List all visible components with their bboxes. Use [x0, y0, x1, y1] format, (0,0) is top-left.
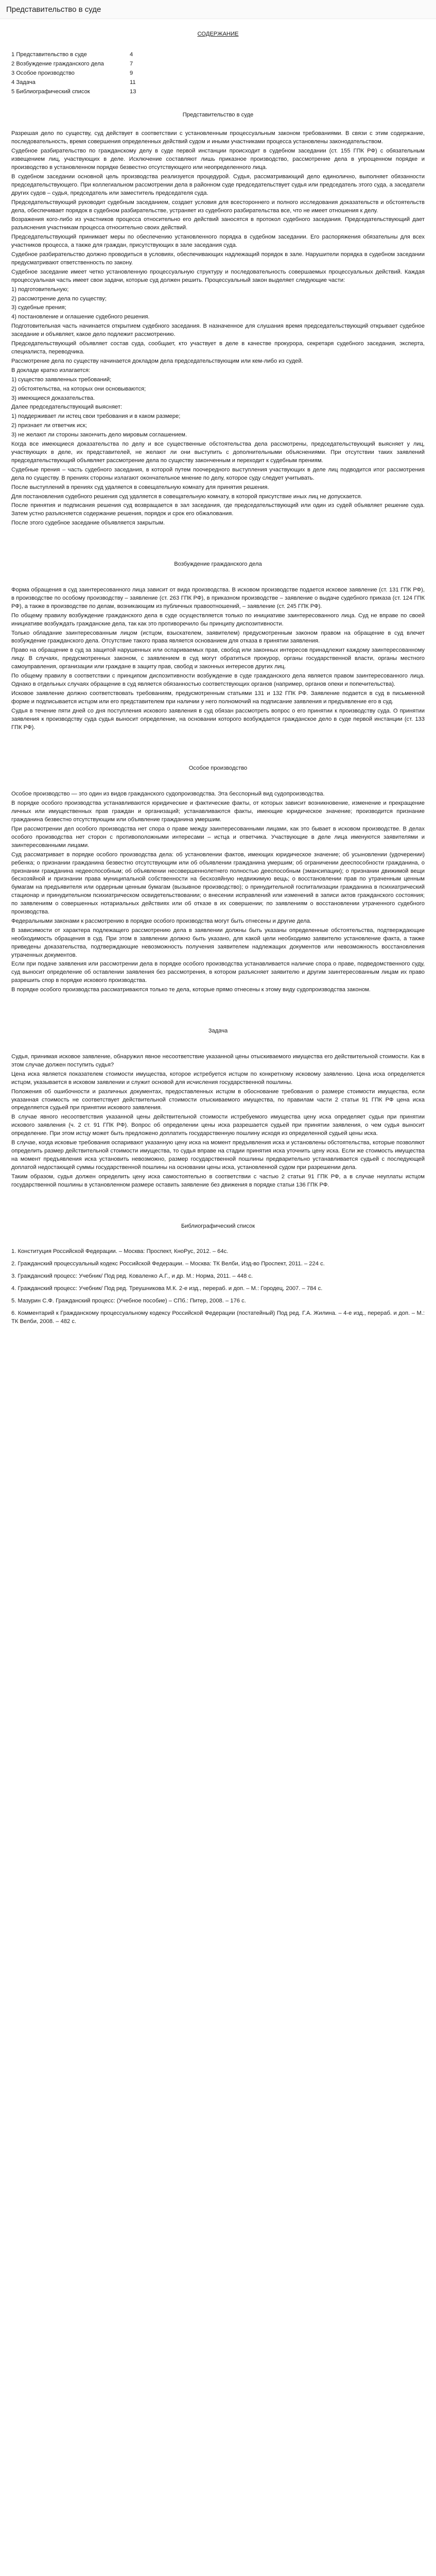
- paragraph: Суд рассматривает в порядке особого производства дела: об установлении фактов, имеющих юридическое значение; об усыновлении (удочерении) ребенка; о признании гражданина безвестно отсутствующим или об объявлении гражданина умершим; об ограничении дееспособности гражданина, о признании гражданина недееспособным; об объявлении несовершеннолетнего полностью дееспособным (эмансипации); о признании движимой вещи бесхозяйной и признании права муниципальной собственности на бесхозяйную недвижимую вещь; о восстановлении прав по утраченным ценным бумагам на предъявителя или ордерным ценным бумагам (вызывное производство); о принудительной госпитализации гражданина в психиатрический стационар и принудительном психиатрическом освидетельствовании; о внесении исправлений или изменений в записи актов гражданского состояния; по заявлениям о совершенных нотариальных действиях или об отказе в их совершении; по заявлениям о восстановлении утраченного судебного производства.: [11, 851, 425, 916]
- document-section: [11, 561, 425, 732]
- toc-item[interactable]: [11, 60, 425, 69]
- paragraph: Для постановления судебного решения суд удаляется в совещательную комнату, в которой присутствие иных лиц не допускается.: [11, 493, 362, 500]
- paragraph: Если при подаче заявления или рассмотрении дела в порядке особого производства устанавливается наличие спора о праве, подведомственного суду, суд выносит определение об оставлении заявления без рассмотрения, в котором разъясняет заявителю и другим заинтересованным лицам их право разрешить спор в порядке искового производства.: [11, 961, 425, 984]
- toc-item-page: 9: [130, 70, 133, 76]
- document-section: [11, 1027, 425, 1189]
- document-section: [11, 765, 425, 994]
- toc-item-page: 7: [130, 60, 133, 67]
- toc-item-name: 1 Представительство в суде: [11, 51, 87, 58]
- sections-container: [11, 111, 425, 1189]
- document-section: [11, 111, 425, 528]
- title-bar: [0, 0, 436, 19]
- paragraph: 3) имеющиеся доказательства.: [11, 395, 95, 401]
- paragraph: Цена иска является показателем стоимости имущества, которое истребуется истцом по конкретному исковому заявлению. Цена иска определяется истцом, указывается в исковом заявлении и служит основой для исчисления государственной пошлины.: [11, 1071, 425, 1086]
- paragraph: Право на обращение в суд за защитой нарушенных или оспариваемых прав, свобод или законных интересов принадлежит каждому заинтересованному лицу. В случаях, предусмотренных законом, с заявлением в суд могут обратиться прокурор, органы государственной власти, органы местного самоуправления, организации или граждане в защиту прав, свобод и законных интересов других лиц.: [11, 647, 425, 670]
- paragraph: 2) рассмотрение дела по существу;: [11, 295, 107, 302]
- page-title: Представительство в суде: [6, 5, 101, 14]
- toc-list: [11, 51, 425, 96]
- section-heading: Представительство в суде: [182, 112, 254, 118]
- table-of-contents: [11, 30, 425, 96]
- paragraph: При рассмотрении дел особого производства нет спора о праве между заинтересованными лицами, как это бывает в исковом производстве. В делах особого производства нет сторон с противоположными интересами – истца и ответчика. Участвующие в деле лица именуются заявителями и заинтересованными лицами.: [11, 825, 425, 849]
- paragraph: Исковое заявление должно соответствовать требованиям, предусмотренным статьями 131 и 132 ГПК РФ. Заявление подается в суд в письменной форме и подписывается истцом или его представителем при наличии у него полномочий на подписание заявления и предъявление его в суд.: [11, 690, 425, 705]
- bibliography-item: 1. Конституция Российской Федерации. – Москва: Проспект, КноРус, 2012. – 64с.: [11, 1248, 229, 1255]
- paragraph: После выступлений в прениях суд удаляется в совещательную комнату для принятия решения.: [11, 484, 269, 490]
- toc-item-page: 4: [130, 51, 133, 58]
- paragraph: 1) подготовительную;: [11, 286, 69, 293]
- bibliography-item: 2. Гражданский процессуальный кодекс Российской Федерации. – Москва: ТК Велби, Изд-во Проспект, 2011. – 224 с.: [11, 1261, 325, 1267]
- bibliography-item: 5. Мазурин С.Ф. Гражданский процесс: (Учебное пособие) – СПб.: Питер, 2008. – 176 с.: [11, 1298, 246, 1304]
- toc-item[interactable]: [11, 51, 425, 59]
- toc-item-name: 3 Особое производство: [11, 70, 75, 76]
- paragraph: Председательствующий объявляет состав суда, сообщает, кто участвует в деле в качестве прокурора, секретаря судебного заседания, эксперта, специалиста, переводчика.: [11, 341, 425, 355]
- section-heading: Особое производство: [188, 765, 248, 772]
- paragraph: 3) не желают ли стороны закончить дело мировым соглашением.: [11, 432, 187, 438]
- toc-item-name: 4 Задача: [11, 79, 36, 86]
- toc-item-page: 11: [130, 79, 136, 86]
- toc-item-page: 13: [130, 88, 136, 95]
- paragraph: Судебное разбирательство должно проводиться в условиях, обеспечивающих надлежащий порядок в зале. Нарушители порядка в судебном заседании предусматривают ответственность по закону.: [11, 251, 425, 266]
- paragraph: В докладе кратко излагается:: [11, 367, 91, 374]
- paragraph: В судебном заседании основной цель производства реализуется процедурой. Судья, рассматривающий дело единолично, выполняет обязанности председательствующего. При коллегиальном рассмотрении дела в районном суде председательствует судья или председатель этого суда, а заседатели других судов – судья, председатель или заместитель председателя суда.: [11, 173, 425, 196]
- paragraph: В зависимости от характера подлежащего рассмотрению дела в заявлении должны быть указаны определенные обстоятельства, подтверждающие необходимость обращения в суд. При этом в заявлении должно быть указано, для какой цели необходимо заявителю установление факта, а также приведены доказательства, подтверждающие невозможность получения заявителем надлежащих документов или невозможность восстановления утраченных документов.: [11, 927, 425, 958]
- paragraph: Судебное заседание имеет четко установленную процессуальную структуру и последовательность совершаемых процессуальных действий. Каждая процессуальная часть имеет свои задачи, которые суд должен решить. Процессуальный закон выделяет следующие части:: [11, 268, 425, 283]
- paragraph: 1) существо заявленных требований;: [11, 376, 112, 383]
- bibliography: [11, 1223, 425, 1326]
- paragraph: Федеральными законами к рассмотрению в порядке особого производства могут быть отнесены и другие дела.: [11, 918, 311, 924]
- paragraph: Разрешая дело по существу, суд действует в соответствии с установленным процессуальным законом требованиями. В связи с этим содержание, последовательность, время совершения определенных действий судом и иными участниками процесса установлены законодательством.: [11, 130, 425, 145]
- paragraph: После этого судебное заседание объявляется закрытым.: [11, 520, 165, 527]
- paragraph: После принятия и подписания решения суд возвращается в зал заседания, где председательствующий или один из судей объявляет решение суда. Затем устно разъясняется содержание решения, порядок и срок его обжалования.: [11, 502, 425, 517]
- toc-item-name: 2 Возбуждение гражданского дела: [11, 60, 104, 67]
- bibliography-item: 6. Комментарий к Гражданскому процессуальному кодексу Российской Федерации (постатейный) Под ред. Г.А. Жилина. – 4-е изд., перераб. и доп. – М.: ТК Велби, 2008. – 482 с.: [11, 1310, 425, 1325]
- paragraph: Судья, принимая исковое заявление, обнаружил явное несоответствие указанной цены отыскиваемого имущества его действительной стоимости. Как в этом случае должен поступить судья?: [11, 1054, 425, 1068]
- paragraph: В порядке особого производства рассматриваются только те дела, которые прямо отнесены к этому виду судопроизводства законом.: [11, 987, 371, 993]
- paragraph: В случае явного несоответствия указанной цены действительной стоимости истребуемого имущества цену иска определяет судья при принятии искового заявления (ч. 2 ст. 91 ГПК РФ). Вопрос об определении цены иска разрешается судьей при принятии заявления, о чем судья выносит определение. При этом истцу может быть предложено доплатить государственную пошлину исходя из определенной судьей цены иска.: [11, 1114, 425, 1137]
- bibliography-item: 4. Гражданский процесс: Учебник/ Под ред. Треушникова М.К. 2-е изд., перераб. и доп. – М.: Городец, 2007. – 784 с.: [11, 1285, 323, 1292]
- paragraph: 3) судебные прения;: [11, 304, 66, 311]
- toc-title: СОДЕРЖАНИЕ: [197, 31, 239, 37]
- paragraph: Особое производство — это один из видов гражданского судопроизводства. Эта бесспорный вид судопроизводства.: [11, 791, 325, 798]
- paragraph: По общему правилу в соответствии с принципом диспозитивности возбуждение в суде гражданского дела является правом заинтересованного лица. Однако в отдельных случаях обращение в суд является обязанностью соответствующих органов (например, органов опеки и попечительства).: [11, 673, 425, 687]
- section-heading: Задача: [208, 1028, 228, 1035]
- toc-item-name: 5 Библиографический список: [11, 88, 90, 95]
- paragraph: Возражения кого-либо из участников процесса относительно его действий заносятся в протокол судебного заседания. Председательствующий дает разъяснения участникам процесса относительно своих действий.: [11, 216, 425, 231]
- paragraph: 2) обстоятельства, на которых они основываются;: [11, 385, 146, 392]
- paragraph: Положения об ошибочности и различных документах, предоставленных истцом в обоснование требования о размере стоимости имущества, если указанная стоимость не соответствует действительной стоимости отыскиваемого имущества, по правилам части 2 статьи 91 ГПК РФ цена иска определяется судьей при принятии искового заявления.: [11, 1088, 425, 1111]
- bibliography-item: 3. Гражданский процесс: Учебник/ Под ред. Коваленко А.Г., и др. М.: Норма, 2011. – 448 с.: [11, 1273, 253, 1280]
- bibliography-list: [11, 1248, 425, 1326]
- paragraph: Судебное разбирательство по гражданскому делу в суде первой инстанции происходит в судебном заседании (ст. 155 ГПК РФ) с обязательным извещением лиц, участвующих в деле. Исключение составляют лишь приказное производство, рассмотрение дела в упрощенном порядке и производство в установленном порядке безвестно отсутствующего или неопределенного лица.: [11, 148, 425, 171]
- paragraph: В случае, когда исковые требования оспаривают указанную цену иска на момент предъявления иска и установлены обстоятельства, которые позволяют определить размер действительной стоимости имущества, то судья вправе на стадии принятия иска уточнить цену иска. Если же стоимость имущества на момент предъявления иска установить невозможно, размер государственной пошлины предварительно устанавливается судьей с последующей доплатой недостающей суммы государственной пошлины на основании цены иска, установленной судом при разрешении дела.: [11, 1140, 425, 1171]
- paragraph: Форма обращения в суд заинтересованного лица зависит от вида производства. В исковом производстве подается исковое заявление (ст. 131 ГПК РФ), в производстве по особому производству – заявление (ст. 263 ГПК РФ), в приказном производстве – заявление о выдаче судебного приказа (ст. 124 ГПК РФ), а также в производстве по делам, возникающим из публичных правоотношений, – заявление (ст. 245 ГПК РФ).: [11, 587, 425, 609]
- paragraph: Судья в течение пяти дней со дня поступления искового заявления в суд обязан рассмотреть вопрос о его принятии к производству суда. О принятии заявления к производству суда судья выносит определение, на основании которого возбуждается гражданское дело в суде первой инстанции (ст. 133 ГПК РФ).: [11, 707, 425, 731]
- paragraph: 1) поддерживает ли истец свои требования и в каком размере;: [11, 413, 181, 420]
- bibliography-heading: Библиографический список: [181, 1223, 255, 1229]
- paragraph: Рассмотрение дела по существу начинается докладом дела председательствующим или кем-либо из судей.: [11, 358, 303, 364]
- paragraph: Председательствующий принимает меры по обеспечению установленного порядка в судебном заседании. Его распоряжения обязательны для всех участников процесса, а также для граждан, присутствующих в зале заседания суда.: [11, 234, 425, 249]
- paragraph: Таким образом, судья должен определить цену иска самостоятельно в соответствии с частью 2 статьи 91 ГПК РФ, а в случае неуплаты истцом государственной пошлины в установленном размере оставить заявление без движения в порядке статьи 136 ГПК РФ.: [11, 1173, 425, 1188]
- document-body: [11, 30, 425, 1326]
- toc-item[interactable]: [11, 70, 425, 78]
- toc-item[interactable]: [11, 79, 425, 87]
- paragraph: Далее председательствующий выясняет:: [11, 404, 123, 411]
- paragraph: Только обладание заинтересованным лицом (истцом, взыскателем, заявителем) предусмотренным законом правом на обращение в суд влечет возбуждение гражданского дела. Отсутствие такого права является основанием для отказа в принятии заявления.: [11, 630, 425, 645]
- paragraph: В порядке особого производства устанавливаются юридические и фактические факты, от которых зависит возникновение, изменение и прекращение личных или имущественных прав граждан и организаций; устанавливаются факты, имеющие юридическое значение; производится признание гражданина безвестно отсутствующим или объявление гражданина умершим.: [11, 800, 425, 823]
- paragraph: Судебные прения – часть судебного заседания, в которой путем поочередного выступления участвующих в деле лиц подводится итог рассмотрения дела по существу. В прениях стороны излагают окончательное мнение по делу, которое суду следует учитывать.: [11, 466, 425, 481]
- paragraph: Председательствующий руководит судебным заседанием, создает условия для всестороннего и полного исследования доказательств и обстоятельств дела, обеспечивает порядок в судебном разбирательстве, устраняет из судебного разбирательства все, что не имеет отношения к делу.: [11, 199, 425, 214]
- paragraph: 4) постановление и оглашение судебного решения.: [11, 314, 150, 320]
- paragraph: По общему правилу возбуждение гражданского дела в суде осуществляется только по инициативе заинтересованного лица. Суд не вправе по своей инициативе возбуждать гражданские дела, так как это противоречило бы принципу диспозитивности.: [11, 612, 425, 627]
- paragraph: Подготовительная часть начинается открытием судебного заседания. В назначенное для слушания время председательствующий открывает судебное заседание и объявляет, какое дело подлежит рассмотрению.: [11, 323, 425, 338]
- document-page: [0, 19, 436, 1346]
- paragraph: 2) признает ли ответчик иск;: [11, 422, 87, 429]
- section-heading: Возбуждение гражданского дела: [174, 561, 262, 568]
- toc-item[interactable]: [11, 88, 425, 96]
- paragraph: Когда все имеющиеся доказательства по делу и все существенные обстоятельства дела рассмотрены, председательствующий выясняет у лиц, участвующих в деле, их представителей, не желают ли они выступить с дополнительными объяснениями. При отсутствии таких заявлений председательствующий объявляет рассмотрение дела по существу законченным и переходит к судебным прениям.: [11, 441, 425, 464]
